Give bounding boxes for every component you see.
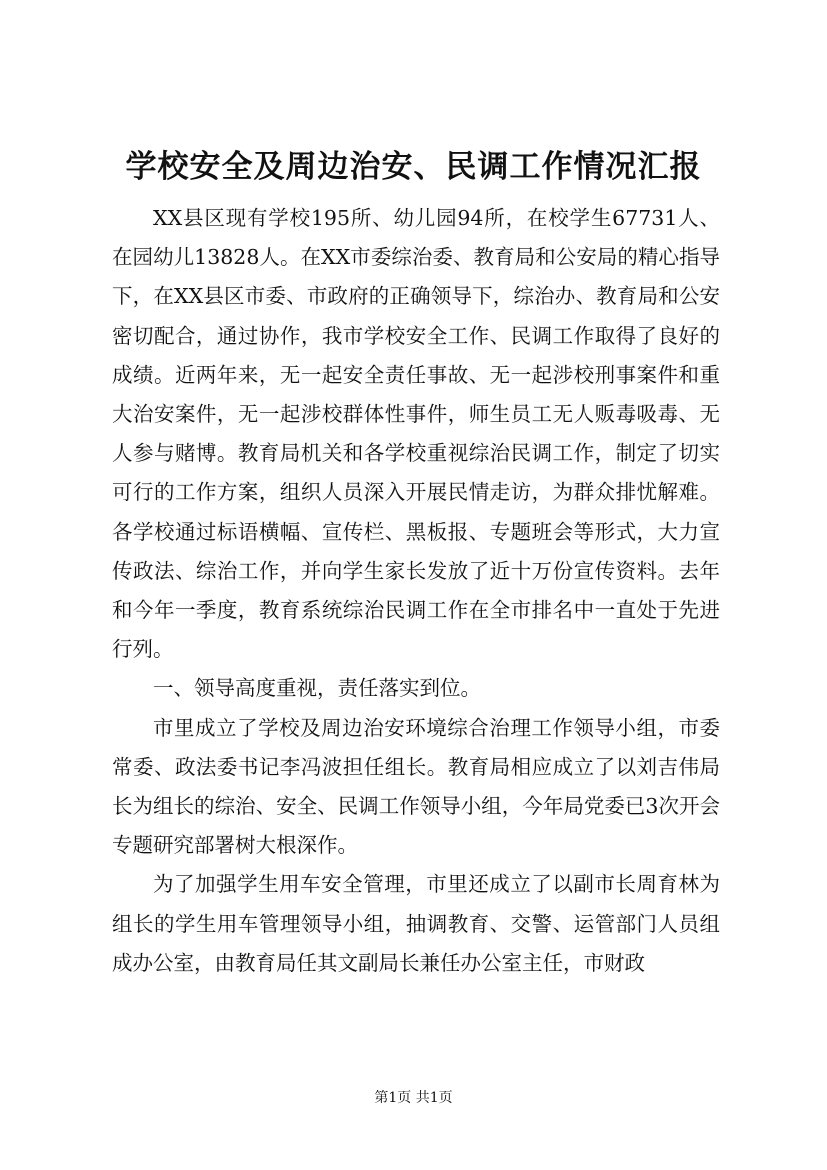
page-footer: 第1页 共1页 bbox=[374, 1090, 453, 1106]
body-paragraph: 为了加强学生用车安全管理，市里还成立了以副市长周育林为组长的学生用车管理领导小组，抽调教育、交警、运管部门人员组成办公室，由教育局任其文副局长兼任办公室主任，市财政 bbox=[112, 872, 720, 975]
document-body bbox=[112, 199, 720, 983]
body-paragraph: 市里成立了学校及周边治安环境综合治理工作领导小组，市委常委、政法委书记李冯波担任组长。教育局相应成立了以刘吉伟局长为组长的综治、安全、民调工作领导小组，今年局党委已3次开会专题研究部署树大根深作。 bbox=[112, 715, 720, 858]
body-paragraph: XX县区现有学校195所、幼儿园94所，在校学生67731人、在园幼儿13828人。在XX市委综治委、教育局和公安局的精心指导下，在XX县区市委、市政府的正确领导下，综治办、教育局和公安密切配合，通过协作，我市学校安全工作、民调工作取得了良好的成绩。近两年来，无一起安全责任事故、无一起涉校刑事案件和重大治安案件，无一起涉校群体性事件，师生员工无人贩毒吸毒、无人参与赌博。教育局机关和各学校重视综治民调工作，制定了切实可行的工作方案，组织人员深入开展民情走访，为群众排忧解难。各学校通过标语横幅、宣传栏、黑板报、专题班会等形式，大力宣传政法、综治工作，并向学生家长发放了近十万份宣传资料。去年和今年一季度，教育系统综治民调工作在全市排名中一直处于先进行列。 bbox=[112, 206, 720, 662]
section-heading: 一、领导高度重视，责任落实到位。 bbox=[153, 676, 481, 701]
document-title: 学校安全及周边治安、民调工作情况汇报 bbox=[125, 149, 702, 185]
